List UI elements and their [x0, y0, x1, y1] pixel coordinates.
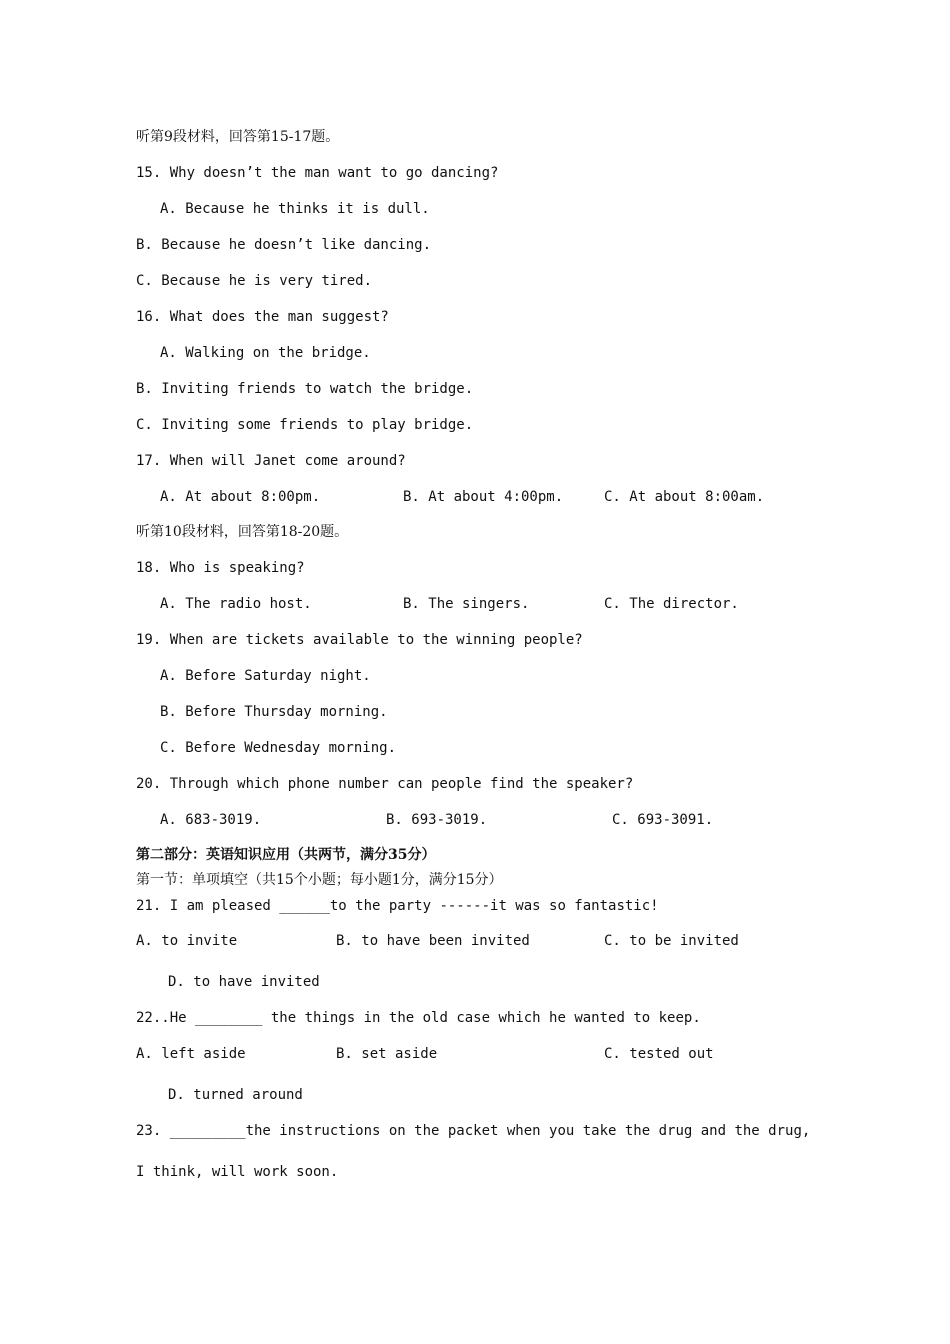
question-23-stem: [136, 1122, 810, 1140]
question-22-option-c: C. tested out: [604, 1046, 714, 1062]
question-15-stem: 15. Why doesn’t the man want to go dancing?: [136, 165, 499, 181]
question-22-option-d: D. turned around: [168, 1087, 303, 1103]
question-17-stem: 17. When will Janet come around?: [136, 453, 406, 469]
question-15-option-c: C. Because he is very tired.: [136, 273, 373, 289]
question-18-option-b: B. The singers.: [403, 596, 530, 612]
question-17-option-b: B. At about 4:00pm.: [403, 489, 564, 505]
question-20-option-b: B. 693-3019.: [386, 812, 488, 828]
question-18-option-a: A. The radio host.: [160, 596, 312, 612]
question-20-stem: 20. Through which phone number can people find the speaker?: [136, 776, 634, 792]
question-22-blank: ________: [195, 1010, 263, 1026]
part-2-title: 第二部分：英语知识应用（共两节，满分35分）: [136, 847, 436, 863]
question-21-option-c: C. to be invited: [604, 933, 739, 949]
question-20-option-a: A. 683-3019.: [160, 812, 262, 828]
question-19-option-b: B. Before Thursday morning.: [160, 704, 388, 720]
question-22-stem-post: the things in the old case which he wanted to keep.: [262, 1010, 701, 1026]
question-21-stem-post: to the party ------it was so fantastic!: [329, 898, 659, 914]
question-22-option-b: B. set aside: [336, 1046, 438, 1062]
question-17-option-a: A. At about 8:00pm.: [160, 489, 321, 505]
question-23-blank: _________: [169, 1123, 246, 1139]
question-21-blank: ______: [279, 898, 330, 914]
question-21-option-d: D. to have invited: [168, 974, 320, 990]
question-23-stem-post: the instructions on the packet when you take the drug and the drug,: [245, 1123, 811, 1139]
question-16-stem: 16. What does the man suggest?: [136, 309, 389, 325]
question-18-stem: 18. Who is speaking?: [136, 560, 305, 576]
question-17-option-c: C. At about 8:00am.: [604, 489, 765, 505]
question-19-option-c: C. Before Wednesday morning.: [160, 740, 397, 756]
question-18-option-c: C. The director.: [604, 596, 739, 612]
question-19-option-a: A. Before Saturday night.: [160, 668, 371, 684]
question-23-stem-pre: 23.: [136, 1123, 170, 1139]
part-2-subtitle: 第一节：单项填空（共15个小题；每小题1分，满分15分）: [136, 872, 503, 888]
question-15-option-b: B. Because he doesn’t like dancing.: [136, 237, 432, 253]
question-23-stem-line-2: I think, will work soon.: [136, 1164, 339, 1180]
question-21-stem-pre: 21. I am pleased: [136, 898, 280, 914]
question-21-stem: [136, 897, 659, 915]
question-16-option-b: B. Inviting friends to watch the bridge.: [136, 381, 474, 397]
question-19-stem: 19. When are tickets available to the winning people?: [136, 632, 583, 648]
section-9-header: 听第9段材料，回答第15-17题。: [136, 129, 340, 145]
question-22-option-a: A. left aside: [136, 1046, 246, 1062]
question-22-stem-pre: 22..He: [136, 1010, 196, 1026]
question-16-option-c: C. Inviting some friends to play bridge.: [136, 417, 474, 433]
question-22-stem: [136, 1009, 701, 1027]
question-21-option-a: A. to invite: [136, 933, 238, 949]
question-21-option-b: B. to have been invited: [336, 933, 530, 949]
question-20-option-c: C. 693-3091.: [612, 812, 714, 828]
question-16-option-a: A. Walking on the bridge.: [160, 345, 371, 361]
section-10-header: 听第10段材料，回答第18-20题。: [136, 524, 349, 540]
question-15-option-a: A. Because he thinks it is dull.: [160, 201, 430, 217]
